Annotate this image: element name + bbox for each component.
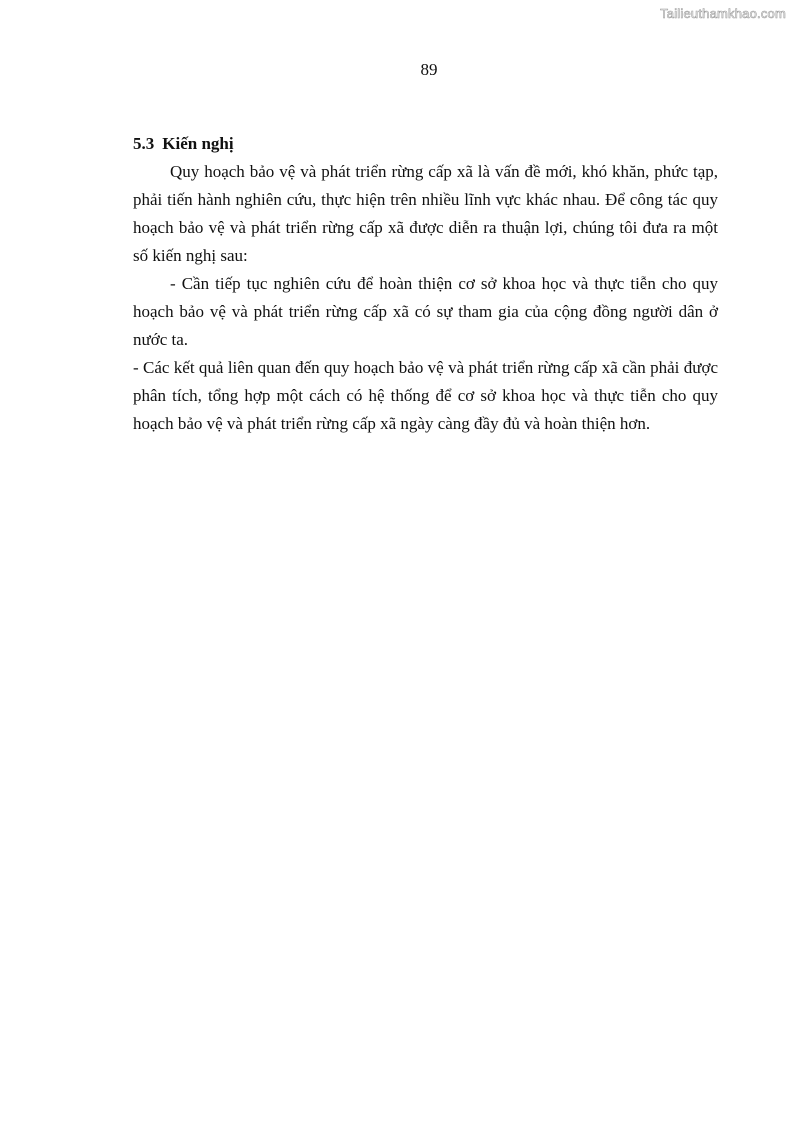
section-title: Kiến nghị xyxy=(162,134,234,153)
paragraph-recommendation-2: - Các kết quả liên quan đến quy hoạch bảo vệ và phát triển rừng cấp xã cần phải được phân tích, tổng hợp một cách có hệ thống để cơ sở khoa học và thực tiễn cho quy hoạch bảo vệ và phát triển rừng cấp xã ngày càng đầy đủ và hoàn thiện hơn. xyxy=(133,358,718,433)
paragraph-recommendation-1: - Cần tiếp tục nghiên cứu để hoàn thiện cơ sở khoa học và thực tiễn cho quy hoạch bảo vệ và phát triển rừng cấp xã có sự tham gia của cộng đồng người dân ở nước ta. xyxy=(133,274,718,349)
page-number: 89 xyxy=(420,60,438,79)
section-heading xyxy=(133,130,718,158)
document-body xyxy=(133,130,718,438)
section-number: 5.3 xyxy=(133,134,155,153)
paragraph-intro: Quy hoạch bảo vệ và phát triển rừng cấp xã là vấn đề mới, khó khăn, phức tạp, phải tiến hành nghiên cứu, thực hiện trên nhiều lĩnh vực khác nhau. Để công tác quy hoạch bảo vệ và phát triển rừng cấp xã được diễn ra thuận lợi, chúng tôi đưa ra một số kiến nghị sau: xyxy=(133,162,718,265)
watermark-text: Tailieuthamkhao.com xyxy=(660,6,786,21)
